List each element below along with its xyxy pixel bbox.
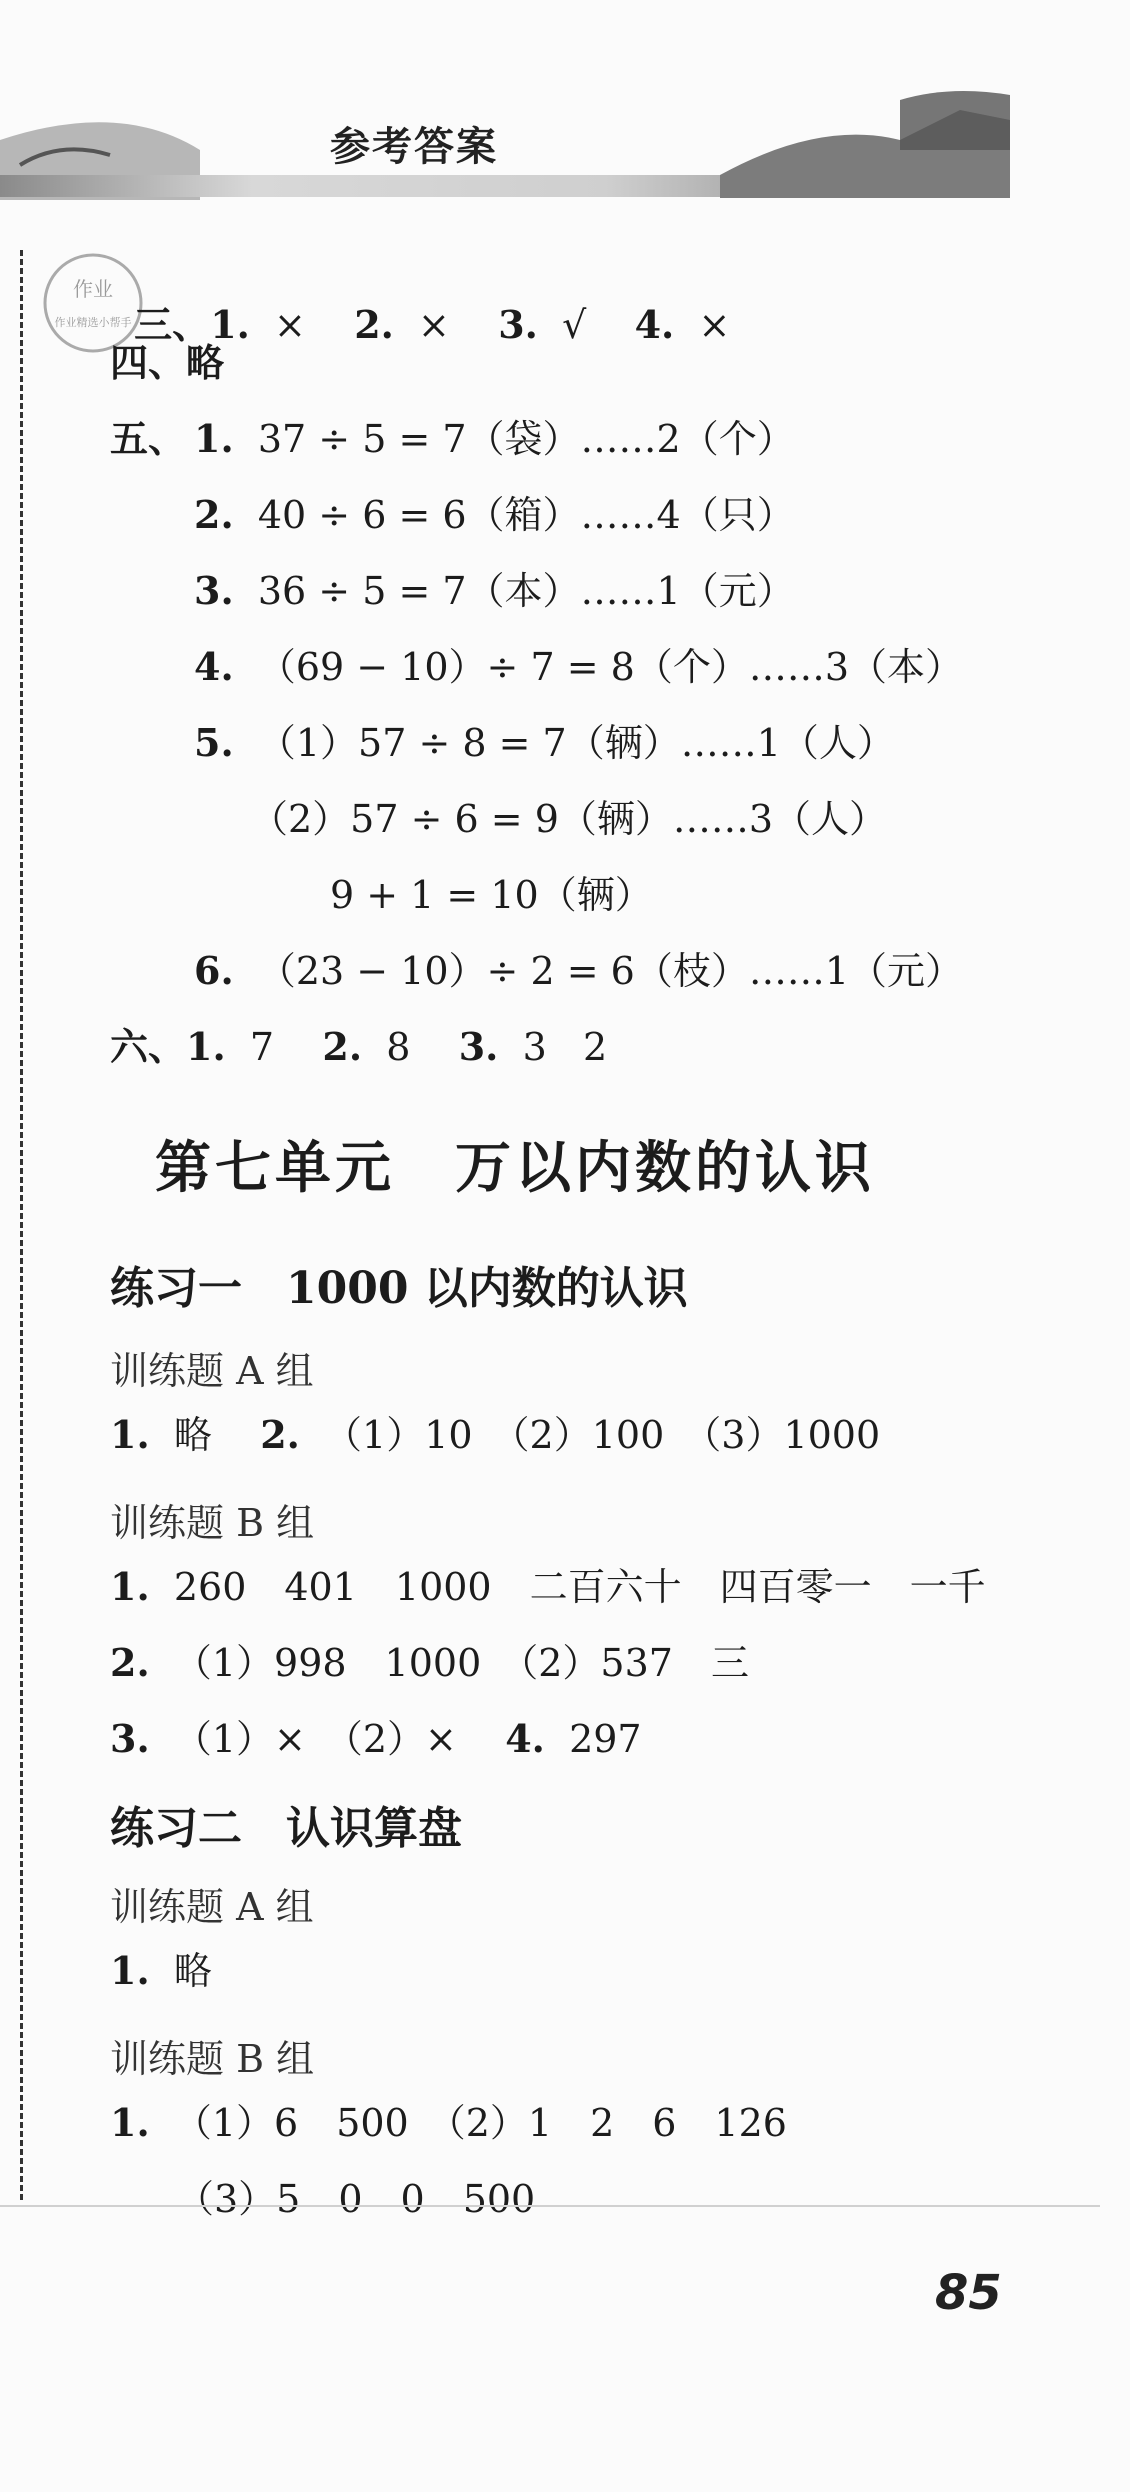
item-number: 1.	[194, 416, 234, 461]
item-text: 37 ÷ 5 = 7（袋）……2（个）	[257, 417, 795, 461]
header-title: 参考答案	[330, 124, 498, 170]
item-number: 6.	[194, 948, 234, 993]
item-text: 297	[569, 1717, 642, 1761]
item-text: （1）10 （2）100 （3）1000	[324, 1413, 881, 1457]
exercise-1-title: 练习一 1000 以内数的认识	[110, 1263, 688, 1314]
page-number: 85	[935, 2265, 1002, 2321]
item-text: （23 − 10）÷ 2 = 6（枝）……1（元）	[257, 949, 963, 993]
answer-line: 9 + 1 = 10（辆）	[330, 873, 653, 917]
answer-value: 3 2	[522, 1025, 608, 1069]
item-number: 4.	[505, 1716, 545, 1761]
item-text: （1）998 1000 （2）537 三	[173, 1641, 749, 1685]
item-text: 260 401 1000 二百六十 四百零一 一千	[173, 1565, 986, 1609]
header-banner	[0, 80, 1010, 200]
item-number: 3.	[458, 1024, 499, 1069]
answer-row-section-3	[110, 268, 731, 347]
item-number: 1.	[110, 1412, 150, 1457]
answer-value: 7	[249, 1025, 275, 1069]
item-number: 1.	[186, 1024, 226, 1069]
item-number: 4.	[194, 644, 234, 689]
exercise-2-group-b: 训练题 B 组	[110, 2037, 315, 2081]
section-5-label: 五、	[110, 416, 187, 461]
answer-line	[110, 1640, 749, 1685]
answer-value: 8	[386, 1025, 411, 1069]
item-text: （1）× （2）×	[173, 1717, 457, 1761]
answer-line	[110, 1948, 212, 1993]
answer-line	[194, 568, 795, 613]
answer-mark: ×	[698, 303, 731, 347]
svg-text:作业: 作业	[73, 277, 113, 301]
exercise-1-group-b: 训练题 B 组	[110, 1501, 315, 1545]
item-number: 3.	[110, 1716, 150, 1761]
exercise-1-group-a: 训练题 A 组	[110, 1349, 314, 1393]
binding-dashed-line	[20, 250, 23, 2200]
item-number: 2.	[194, 492, 234, 537]
answer-line	[110, 1716, 642, 1761]
item-text: （69 − 10）÷ 7 = 8（个）……3（本）	[257, 645, 963, 689]
answer-line	[194, 492, 795, 537]
item-number: 1.	[110, 1948, 150, 1993]
section-6-label: 六、	[110, 1024, 187, 1069]
item-number: 3.	[498, 302, 538, 347]
item-number: 1.	[110, 2100, 150, 2145]
item-text: 略	[173, 1949, 212, 1993]
answer-line	[194, 948, 963, 993]
answer-mark: ×	[418, 303, 450, 347]
item-text: 略	[173, 1413, 212, 1457]
item-number: 2.	[110, 1640, 150, 1685]
unit-title	[0, 1124, 1130, 1204]
exercise-2-group-a: 训练题 A 组	[110, 1885, 314, 1929]
answer-row-section-6	[110, 1024, 608, 1069]
answer-line: （3）5 0 0 500	[176, 2177, 536, 2221]
exercise-2-title: 练习二 认识算盘	[110, 1803, 462, 1854]
answer-line	[194, 720, 895, 765]
unit-title-text: 第七单元 万以内数的认识	[155, 1135, 875, 1201]
item-number: 2.	[260, 1412, 300, 1457]
item-number: 1.	[110, 1564, 150, 1609]
item-number: 4.	[634, 302, 675, 347]
answer-mark: ×	[274, 303, 306, 347]
footer-divider	[0, 2205, 1100, 2207]
svg-text:作业精选小帮手: 作业精选小帮手	[54, 316, 132, 329]
item-number: 1.	[210, 302, 250, 347]
answer-line	[110, 1412, 881, 1457]
item-number: 3.	[194, 568, 234, 613]
answer-line	[110, 1564, 986, 1609]
item-text: （1）6 500 （2）1 2 6 126	[173, 2101, 787, 2145]
answer-line: （2）57 ÷ 6 = 9（辆）……3（人）	[250, 797, 888, 841]
item-text: 36 ÷ 5 = 7（本）……1（元）	[257, 569, 795, 613]
answer-line	[194, 416, 795, 461]
item-number: 2.	[322, 1024, 363, 1069]
item-text: （1）57 ÷ 8 = 7（辆）……1（人）	[257, 721, 895, 765]
item-number: 2.	[354, 302, 394, 347]
answer-mark: √	[562, 303, 587, 347]
item-text: 40 ÷ 6 = 6（箱）……4（只）	[257, 493, 795, 537]
answer-line	[194, 644, 963, 689]
section-3-label: 三、	[134, 302, 211, 347]
answer-line	[110, 2100, 787, 2145]
item-number: 5.	[194, 720, 234, 765]
section-4-answer: 四、略	[110, 340, 225, 385]
